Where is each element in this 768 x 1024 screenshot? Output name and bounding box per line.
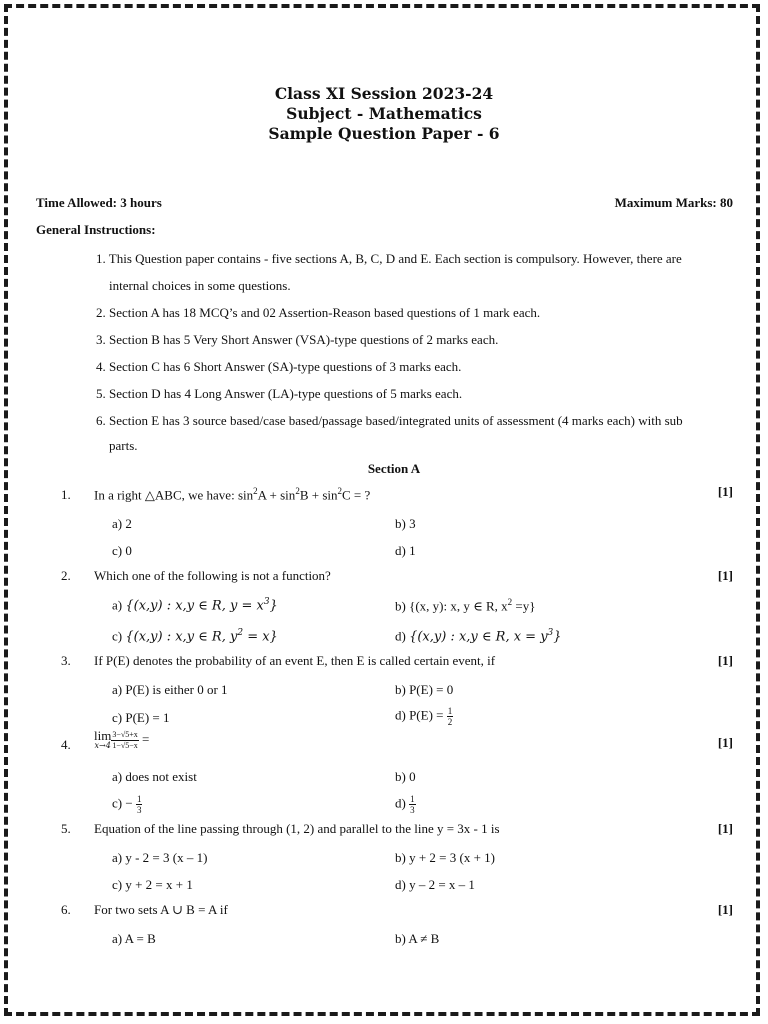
option-b: b) y + 2 = 3 (x + 1) xyxy=(395,850,495,865)
option-d: d) P(E) = $\frac{1}{2}$ xyxy=(395,706,453,727)
question-number: 2. xyxy=(61,568,71,583)
question-marks: [1] xyxy=(717,735,733,750)
question-marks: [1] xyxy=(717,484,733,499)
option-b: b) P(E) = 0 xyxy=(395,682,454,697)
option-c: c) P(E) = 1 xyxy=(112,710,170,725)
header-paper-title: Sample Question Paper - 6 xyxy=(268,124,500,143)
option-d: d) {(x,y) : x,y ∈ R, $x = y^3$} xyxy=(395,628,562,645)
question-text: For two sets A ∪ B = A if xyxy=(94,902,228,917)
option-b: b) 3 xyxy=(395,516,416,531)
question-number: 1. xyxy=(61,487,71,502)
header-class-session: Class XI Session 2023-24 xyxy=(274,84,494,103)
question-marks: [1] xyxy=(717,568,733,583)
option-a: a) P(E) is either 0 or 1 xyxy=(112,682,228,697)
question-number: 6. xyxy=(61,902,71,917)
section-heading: Section A xyxy=(367,461,421,476)
question-number: 3. xyxy=(61,653,71,668)
instruction-item-continued: internal choices in some questions. xyxy=(109,278,291,293)
option-b: b) {(x, y): x, y ∈ R, $x^2 =y$} xyxy=(395,597,536,614)
maximum-marks: Maximum Marks: 80 xyxy=(614,195,733,210)
option-b: b) 0 xyxy=(395,769,416,784)
instructions-list xyxy=(96,245,716,458)
question-marks: [1] xyxy=(717,902,733,917)
option-a: a) does not exist xyxy=(112,769,197,784)
option-a: a) 2 xyxy=(112,516,132,531)
option-c: c) {(x,y) : x,y ∈ R, $y^2 = x$} xyxy=(112,628,278,645)
question-number: 4. xyxy=(61,737,71,752)
instruction-item-continued: parts. xyxy=(109,438,138,453)
question-text: Equation of the line passing through (1, 2) and parallel to the line y = 3x - 1 is xyxy=(94,821,500,836)
option-a: a) y - 2 = 3 (x – 1) xyxy=(112,850,208,865)
instruction-item: 1. This Question paper contains - five sections A, B, C, D and E. Each section is compulsory. However, there are xyxy=(96,251,682,266)
question-number: 5. xyxy=(61,821,71,836)
question-text: In a right △ABC, we have: $\sin^2A + \sin^2B + \sin^2C$ = ? xyxy=(94,486,371,503)
question-marks: [1] xyxy=(717,821,733,836)
time-allowed: Time Allowed: 3 hours xyxy=(36,195,162,210)
option-a: a) {(x,y) : x,y ∈ R, $y = x^3$} xyxy=(112,597,278,614)
option-d: d) $\frac{1}{3}$ xyxy=(395,794,415,815)
instruction-item: 5. Section D has 4 Long Answer (LA)-type questions of 5 marks each. xyxy=(96,386,463,401)
question-marks: [1] xyxy=(717,653,733,668)
general-instructions-heading: General Instructions: xyxy=(36,222,156,237)
instruction-item: 4. Section C has 6 Short Answer (SA)-type questions of 3 marks each. xyxy=(96,359,462,374)
instruction-item: 3. Section B has 5 Very Short Answer (VSA)-type questions of 2 marks each. xyxy=(96,332,499,347)
option-b: b) A ≠ B xyxy=(395,931,440,946)
instruction-item: 2. Section A has 18 MCQ’s and 02 Assertion-Reason based questions of 1 mark each. xyxy=(96,305,541,320)
instruction-item: 6. Section E has 3 source based/case based/passage based/integrated units of assessment (4 marks each) with sub xyxy=(96,413,683,428)
paper-header xyxy=(0,84,768,144)
question-text: If P(E) denotes the probability of an event E, then E is called certain event, if xyxy=(94,653,496,668)
question-text: Which one of the following is not a function? xyxy=(94,568,331,583)
option-c: c) 0 xyxy=(112,543,132,558)
option-a: a) A = B xyxy=(112,931,156,946)
option-d: d) y – 2 = x – 1 xyxy=(395,877,475,892)
option-c: c) − $\frac{1}{3}$ xyxy=(112,794,142,815)
option-c: c) y + 2 = x + 1 xyxy=(112,877,193,892)
header-subject: Subject - Mathematics xyxy=(286,104,482,123)
question-text: lim x→4 $\frac{3-√5+x}{1-√5-x}$ = xyxy=(94,727,150,750)
option-d: d) 1 xyxy=(395,543,416,558)
